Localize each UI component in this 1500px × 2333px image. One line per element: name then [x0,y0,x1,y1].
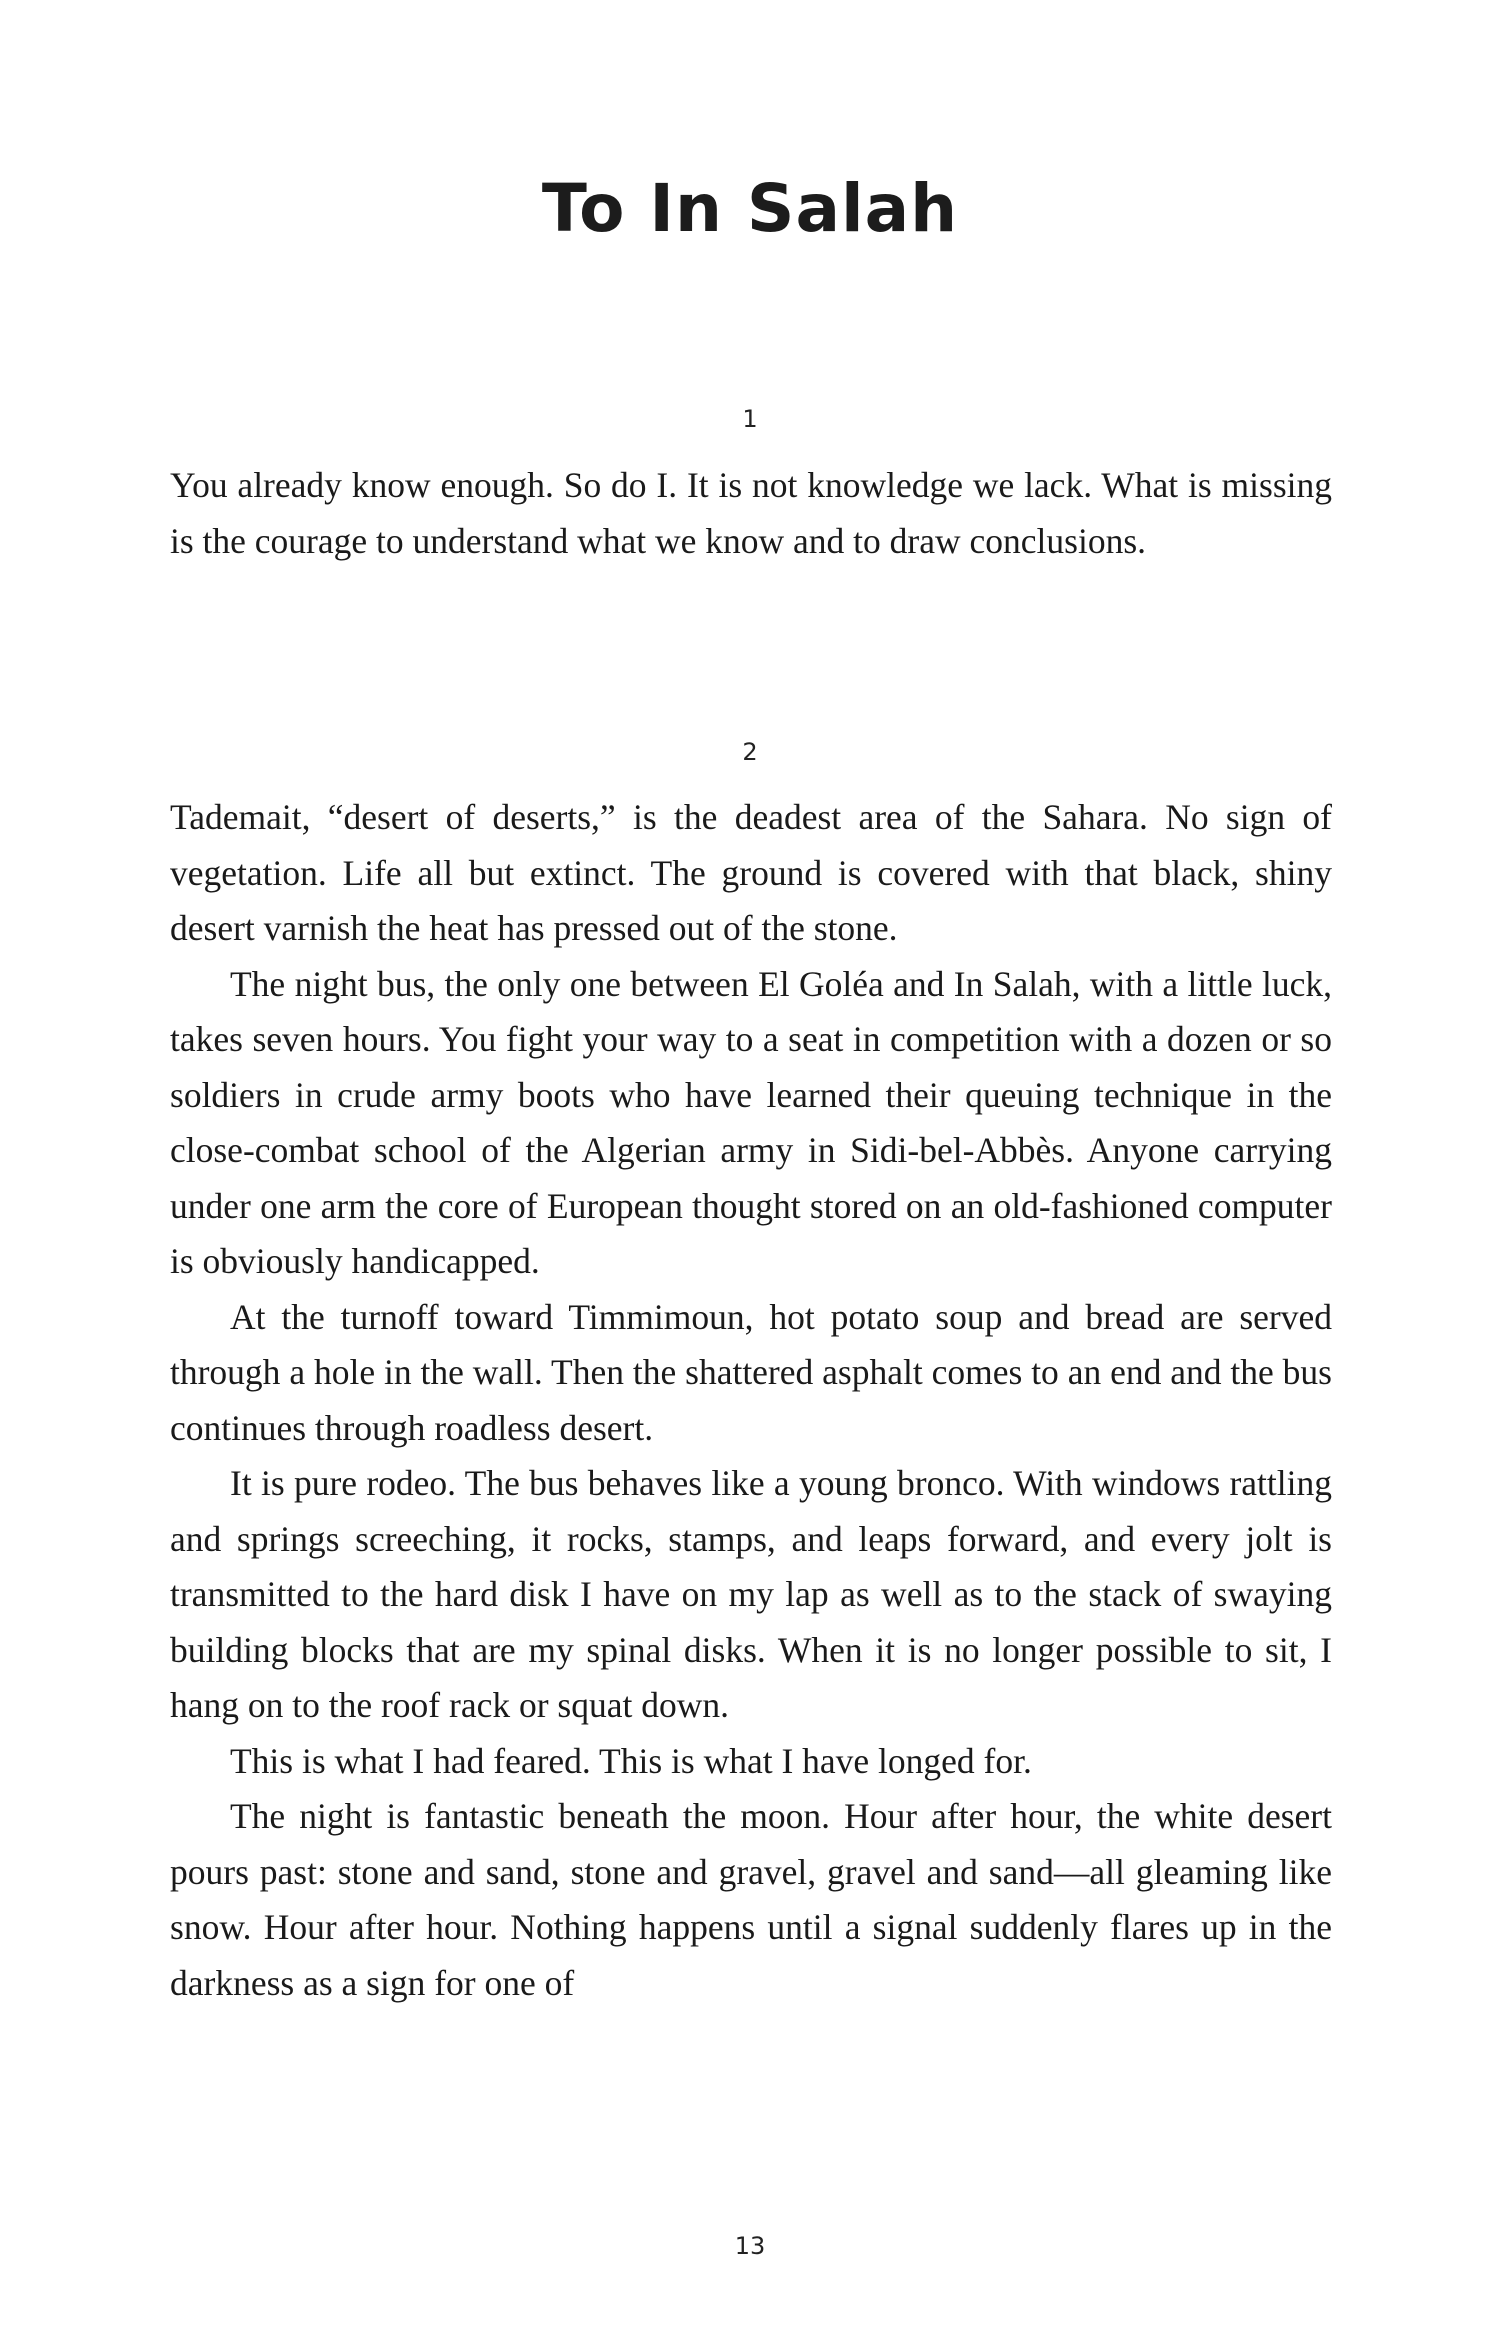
section-number: 2 [742,738,758,766]
section-1-text [170,458,1332,569]
paragraph: It is pure rodeo. The bus behaves like a young bronco. With windows rattling and springs screeching, it rocks, stamps, and leaps forward, and every jolt is transmitted to the hard disk I have on my lap as well as to the stack of swaying building blocks that are my spinal disks. When it is no longer possible to sit, I hang on to the roof rack or squat down. [170,1463,1332,1725]
paragraph: Tademait, “desert of deserts,” is the deadest area of the Sahara. No sign of vegetation. Life all but extinct. The ground is covered with that black, shiny desert varnish the heat has pressed out of the stone. [170,797,1332,948]
paragraph: The night is fantastic beneath the moon. Hour after hour, the white desert pours past: stone and sand, stone and gravel, gravel and sand—all gleaming like snow. Hour after hour. Nothing happens until a signal suddenly flares up in the darkness as a sign for one of [170,1796,1332,2003]
paragraph: You already know enough. So do I. It is not knowledge we lack. What is missing is the courage to understand what we know and to draw conclusions. [170,465,1332,561]
paragraph: This is what I had feared. This is what I have longed for. [230,1740,1032,1781]
paragraph: At the turnoff toward Timmimoun, hot potato soup and bread are served through a hole in the wall. Then the shattered asphalt comes to an end and the bus continues through roadless desert. [170,1296,1332,1448]
section-2-text [170,790,1332,2011]
page-number: 13 [734,2232,766,2260]
section-number: 1 [742,405,758,433]
chapter-title: To In Salah [541,170,959,247]
paragraph: The night bus, the only one between El Goléa and In Salah, with a little luck, takes seven hours. You fight your way to a seat in competition with a dozen or so soldiers in crude army boots who have learned their queuing technique in the close-combat school of the Algerian army in Sidi-bel-Abbès. Anyone carrying under one arm the core of European thought stored on an old-fashioned computer is obviously handicapped. [170,963,1332,1281]
